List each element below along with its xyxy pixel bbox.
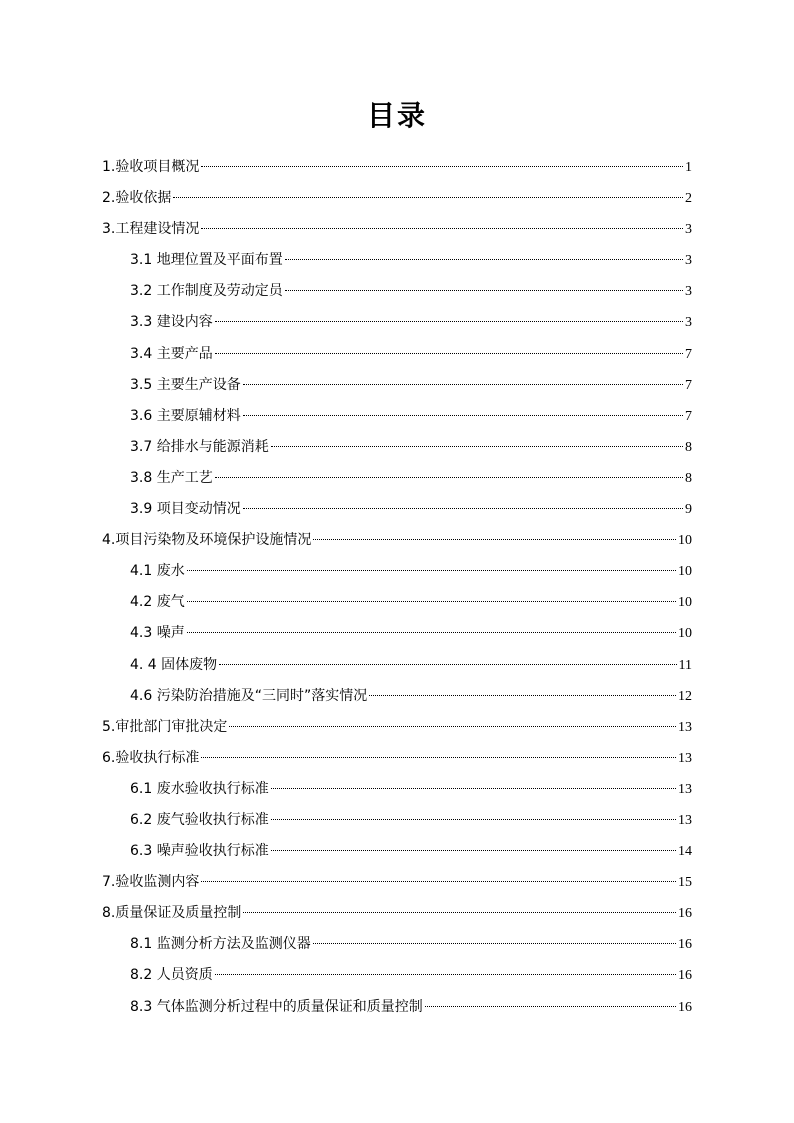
- toc-dot-leader: [313, 943, 676, 944]
- toc-entry-page-number: 10: [678, 533, 692, 549]
- toc-entry-page-number: 2: [685, 191, 692, 207]
- toc-dot-leader: [369, 695, 676, 696]
- toc-dot-leader: [219, 664, 676, 665]
- toc-entry[interactable]: [102, 806, 692, 837]
- toc-entry-page-number: 11: [678, 657, 692, 673]
- toc-entry-label: 3.4 主要产品: [130, 345, 213, 362]
- toc-dot-leader: [271, 446, 683, 447]
- toc-entry[interactable]: [102, 713, 692, 744]
- toc-entry-page-number: 13: [678, 719, 692, 735]
- toc-entry-label: 8.3 气体监测分析过程中的质量保证和质量控制: [130, 998, 423, 1015]
- toc-entry[interactable]: [102, 993, 692, 1024]
- toc-entry[interactable]: [102, 308, 692, 339]
- toc-entry-page-number: 7: [685, 377, 692, 393]
- toc-entry-page-number: 7: [685, 408, 692, 424]
- toc-entry[interactable]: [102, 371, 692, 402]
- toc-entry-label: 1.验收项目概况: [102, 159, 200, 175]
- toc-entry-label: 4.2 废气: [130, 594, 185, 611]
- toc-dot-leader: [285, 290, 683, 291]
- page-title: 目录: [366, 99, 427, 132]
- toc-entry-label: 3.7 给排水与能源消耗: [130, 438, 269, 455]
- toc-dot-leader: [201, 757, 676, 758]
- toc-entry-label: 8.质量保证及质量控制: [102, 905, 242, 922]
- toc-dot-leader: [243, 384, 683, 385]
- toc-entry-page-number: 3: [685, 315, 692, 331]
- toc-entry[interactable]: [102, 868, 692, 899]
- toc-dot-leader: [201, 166, 683, 167]
- toc-entry-page-number: 14: [678, 844, 692, 860]
- toc-dot-leader: [285, 259, 683, 260]
- toc-entry-label: 6.3 噪声验收执行标准: [130, 843, 269, 860]
- toc-entry-label: 3.1 地理位置及平面布置: [130, 252, 283, 269]
- toc-dot-leader: [215, 353, 683, 354]
- toc-entry-label: 4. 4 固体废物: [130, 656, 218, 673]
- toc-entry[interactable]: [102, 961, 692, 992]
- toc-entry-label: 8.1 监测分析方法及监测仪器: [130, 936, 311, 953]
- toc-entry-page-number: 1: [685, 160, 692, 175]
- toc-entry-page-number: 16: [678, 937, 692, 953]
- toc-entry[interactable]: [102, 619, 692, 650]
- toc-dot-leader: [243, 912, 676, 913]
- toc-entry[interactable]: [102, 899, 692, 930]
- toc-dot-leader: [271, 850, 676, 851]
- toc-dot-leader: [271, 788, 676, 789]
- toc-entry[interactable]: [102, 246, 692, 277]
- toc-entry-label: 4.1 废水: [130, 563, 185, 580]
- toc-entry-page-number: 12: [678, 688, 692, 704]
- table-of-contents: [102, 153, 692, 1024]
- toc-entry[interactable]: [102, 930, 692, 961]
- toc-entry-page-number: 9: [685, 502, 692, 518]
- toc-entry[interactable]: [102, 837, 692, 868]
- toc-entry-label: 3.9 项目变动情况: [130, 501, 241, 518]
- toc-entry-label: 5.审批部门审批决定: [102, 718, 228, 735]
- toc-entry-page-number: 10: [678, 626, 692, 642]
- toc-entry-label: 2.验收依据: [102, 190, 172, 207]
- toc-entry-page-number: 16: [678, 999, 692, 1015]
- toc-dot-leader: [215, 974, 676, 975]
- toc-entry-label: 3.2 工作制度及劳动定员: [130, 283, 283, 300]
- toc-entry-label: 8.2 人员资质: [130, 967, 213, 984]
- toc-dot-leader: [187, 632, 676, 633]
- toc-entry-page-number: 8: [685, 439, 692, 455]
- toc-entry-page-number: 10: [678, 564, 692, 580]
- toc-dot-leader: [243, 508, 683, 509]
- toc-entry-page-number: 8: [685, 470, 692, 486]
- toc-entry-page-number: 3: [685, 253, 692, 269]
- toc-entry[interactable]: [102, 464, 692, 495]
- toc-dot-leader: [215, 477, 683, 478]
- toc-entry[interactable]: [102, 557, 692, 588]
- toc-entry[interactable]: [102, 215, 692, 246]
- toc-entry[interactable]: [102, 402, 692, 433]
- toc-entry-page-number: 16: [678, 968, 692, 984]
- toc-entry[interactable]: [102, 433, 692, 464]
- toc-dot-leader: [187, 601, 676, 602]
- toc-entry-page-number: 13: [678, 781, 692, 797]
- toc-entry[interactable]: [102, 526, 692, 557]
- toc-dot-leader: [173, 197, 683, 198]
- toc-entry-page-number: 7: [685, 346, 692, 362]
- toc-entry-page-number: 3: [685, 284, 692, 300]
- toc-dot-leader: [313, 539, 676, 540]
- toc-entry-label: 3.8 生产工艺: [130, 469, 213, 486]
- toc-entry[interactable]: [102, 153, 692, 184]
- toc-entry-page-number: 15: [678, 875, 692, 891]
- toc-dot-leader: [243, 415, 683, 416]
- toc-entry[interactable]: [102, 651, 692, 682]
- toc-entry[interactable]: [102, 682, 692, 713]
- toc-dot-leader: [271, 819, 676, 820]
- toc-entry-label: 4.3 噪声: [130, 625, 185, 642]
- toc-entry[interactable]: [102, 775, 692, 806]
- toc-entry-label: 6.1 废水验收执行标准: [130, 780, 269, 797]
- toc-entry[interactable]: [102, 495, 692, 526]
- toc-entry-label: 4.项目污染物及环境保护设施情况: [102, 532, 312, 549]
- toc-entry-label: 6.验收执行标准: [102, 749, 200, 766]
- toc-entry-label: 3.3 建设内容: [130, 314, 213, 331]
- toc-entry-page-number: 3: [685, 222, 692, 238]
- toc-entry-label: 3.6 主要原辅材料: [130, 407, 241, 424]
- toc-entry-page-number: 10: [678, 595, 692, 611]
- toc-entry-label: 6.2 废气验收执行标准: [130, 811, 269, 828]
- toc-dot-leader: [187, 570, 676, 571]
- toc-entry-label: 4.6 污染防治措施及“三同时”落实情况: [130, 687, 368, 704]
- toc-entry-label: 3.工程建设情况: [102, 221, 200, 238]
- toc-entry[interactable]: [102, 184, 692, 215]
- toc-entry[interactable]: [102, 340, 692, 371]
- toc-dot-leader: [201, 228, 683, 229]
- toc-dot-leader: [201, 881, 676, 882]
- toc-entry[interactable]: [102, 588, 692, 619]
- toc-dot-leader: [215, 321, 683, 322]
- toc-dot-leader: [425, 1006, 676, 1007]
- toc-entry-label: 7.验收监测内容: [102, 874, 200, 891]
- toc-entry-page-number: 13: [678, 750, 692, 766]
- toc-entry-label: 3.5 主要生产设备: [130, 376, 241, 393]
- toc-entry[interactable]: [102, 744, 692, 775]
- toc-dot-leader: [229, 726, 676, 727]
- toc-entry-page-number: 13: [678, 812, 692, 828]
- toc-entry[interactable]: [102, 277, 692, 308]
- toc-entry-page-number: 16: [678, 906, 692, 922]
